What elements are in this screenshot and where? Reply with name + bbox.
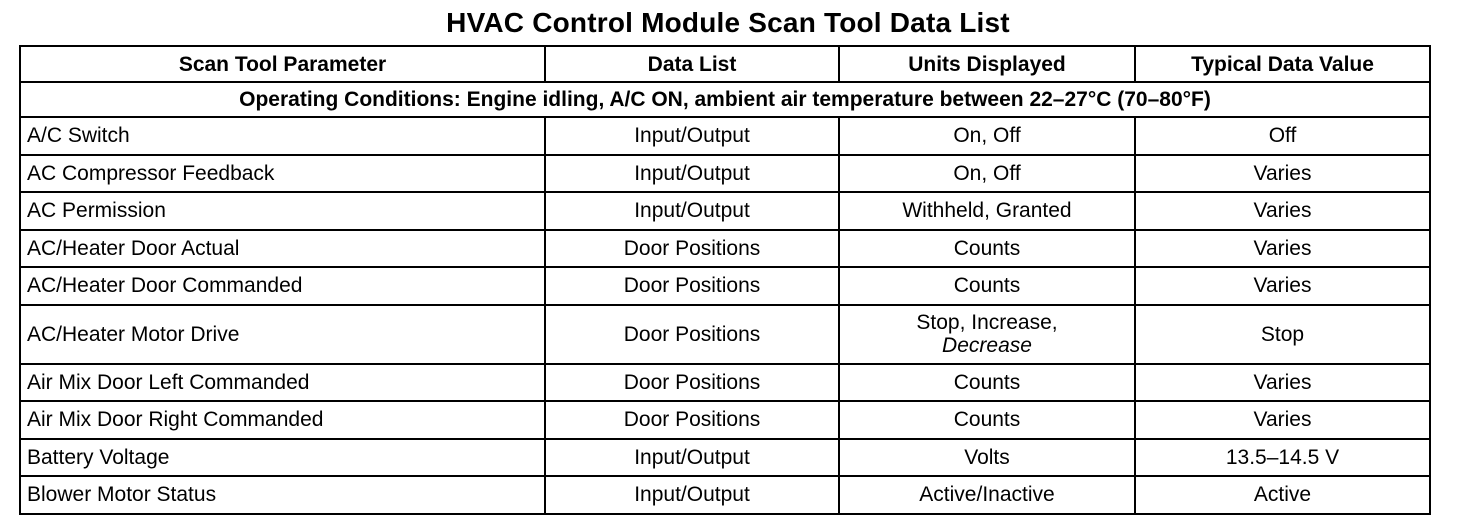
units-line-2: Decrease (942, 334, 1032, 357)
data-list-cell: Door Positions (545, 364, 839, 402)
column-header-units: Units Displayed (839, 46, 1135, 82)
units-line-1: Stop, Increase, (916, 311, 1058, 334)
typical-value-cell: Varies (1135, 401, 1430, 439)
typical-value-cell: Stop (1135, 305, 1430, 364)
data-table (19, 45, 1431, 515)
table-row (20, 401, 1430, 439)
table-row (20, 439, 1430, 477)
units-cell: On, Off (839, 155, 1135, 193)
data-list-cell: Input/Output (545, 439, 839, 477)
operating-conditions: Operating Conditions: Engine idling, A/C ON, ambient air temperature between 22–27°C (70–80°F) (20, 82, 1430, 117)
parameter-cell: Air Mix Door Left Commanded (20, 364, 545, 402)
operating-conditions-row (20, 82, 1430, 117)
typical-value-cell: Off (1135, 117, 1430, 155)
units-cell: Counts (839, 230, 1135, 268)
column-header-data-list: Data List (545, 46, 839, 82)
parameter-cell: A/C Switch (20, 117, 545, 155)
table-row (20, 305, 1430, 364)
parameter-cell: AC Compressor Feedback (20, 155, 545, 193)
typical-value-cell: Varies (1135, 364, 1430, 402)
units-cell (839, 305, 1135, 364)
typical-value-cell: Varies (1135, 192, 1430, 230)
units-cell: On, Off (839, 117, 1135, 155)
typical-value-cell: Varies (1135, 155, 1430, 193)
units-cell: Counts (839, 364, 1135, 402)
parameter-cell: Blower Motor Status (20, 476, 545, 514)
parameter-cell: AC/Heater Motor Drive (20, 305, 545, 364)
data-list-cell: Input/Output (545, 192, 839, 230)
units-cell: Active/Inactive (839, 476, 1135, 514)
units-cell: Withheld, Granted (839, 192, 1135, 230)
typical-value-cell: Active (1135, 476, 1430, 514)
column-header-typical-value: Typical Data Value (1135, 46, 1430, 82)
data-list-cell: Input/Output (545, 476, 839, 514)
data-list-cell: Door Positions (545, 267, 839, 305)
parameter-cell: AC/Heater Door Commanded (20, 267, 545, 305)
typical-value-cell: Varies (1135, 230, 1430, 268)
page-title: HVAC Control Module Scan Tool Data List (446, 7, 1010, 38)
table-row (20, 476, 1430, 514)
typical-value-cell: 13.5–14.5 V (1135, 439, 1430, 477)
units-cell: Counts (839, 401, 1135, 439)
parameter-cell: Battery Voltage (20, 439, 545, 477)
table-row (20, 192, 1430, 230)
table-row (20, 364, 1430, 402)
data-list-cell: Door Positions (545, 230, 839, 268)
parameter-cell: AC/Heater Door Actual (20, 230, 545, 268)
data-list-cell: Input/Output (545, 155, 839, 193)
table-row (20, 267, 1430, 305)
typical-value-cell: Varies (1135, 267, 1430, 305)
parameter-cell: Air Mix Door Right Commanded (20, 401, 545, 439)
table-row (20, 155, 1430, 193)
table-header-row (20, 46, 1430, 82)
table-row (20, 117, 1430, 155)
units-cell: Counts (839, 267, 1135, 305)
column-header-parameter: Scan Tool Parameter (20, 46, 545, 82)
data-list-cell: Door Positions (545, 401, 839, 439)
parameter-cell: AC Permission (20, 192, 545, 230)
data-list-cell: Input/Output (545, 117, 839, 155)
units-cell: Volts (839, 439, 1135, 477)
table-row (20, 230, 1430, 268)
data-list-cell: Door Positions (545, 305, 839, 364)
